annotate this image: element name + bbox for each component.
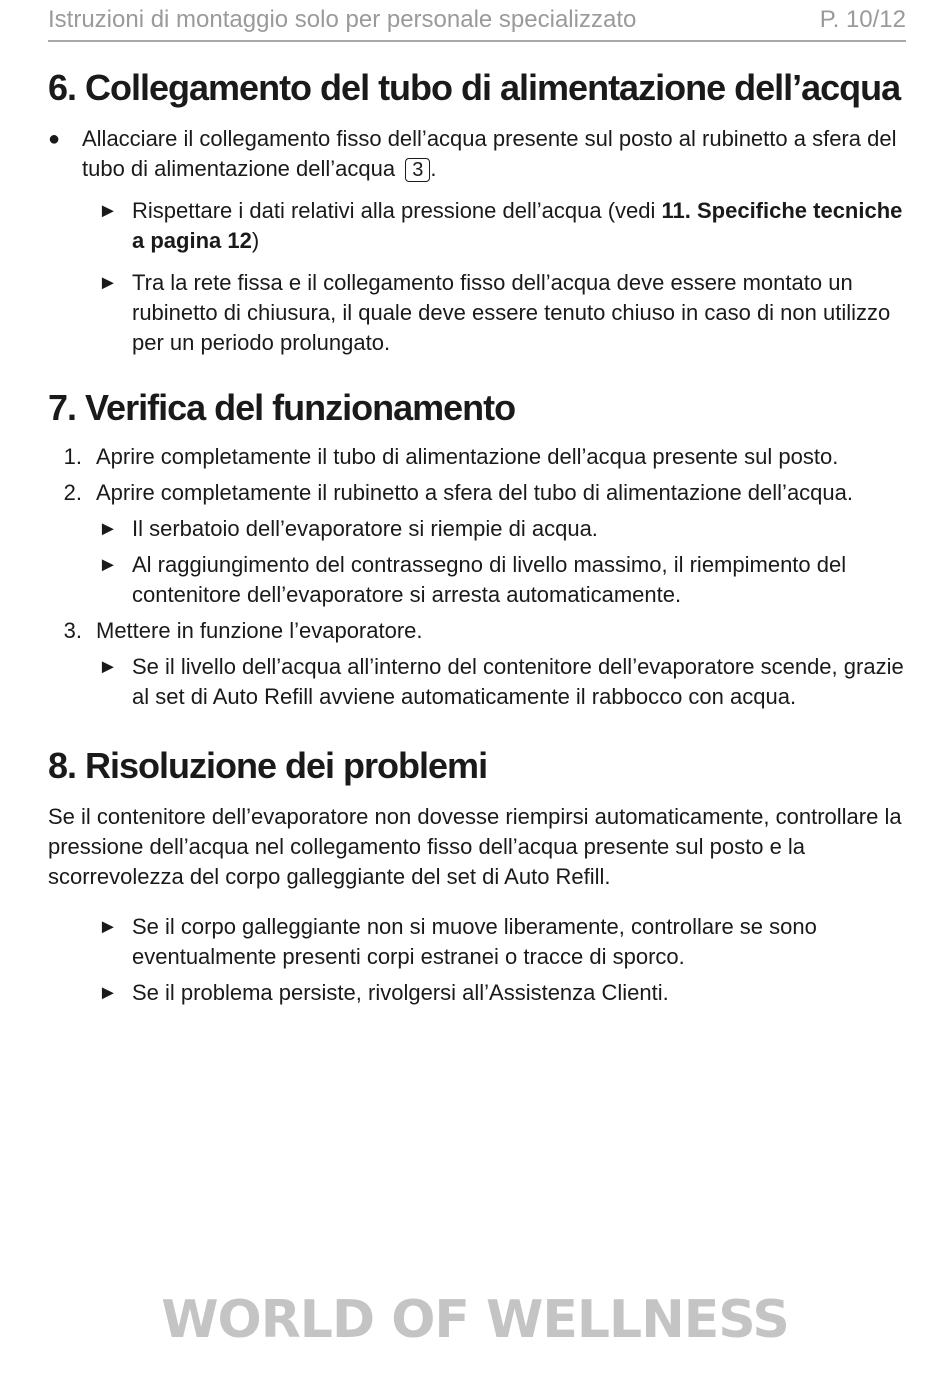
document-title: Istruzioni di montaggio solo per personale specializzato xyxy=(48,6,637,33)
section-6-bullet: ● Allacciare il collegamento fisso dell’acqua presente sul posto al rubinetto a sfera del tubo di alimentazione dell’acqua 3 . xyxy=(48,124,904,184)
section-8-note-1 xyxy=(48,912,904,972)
section-6-note-2-text: Tra la rete fissa e il collegamento fisso dell’acqua deve essere montato un rubinetto di chiusura, il quale deve essere tenuto chiuso in caso di non utilizzo per un periodo prolungato. xyxy=(132,270,891,355)
step-text: Mettere in funzione l’evaporatore. xyxy=(96,618,423,643)
section-6-note-2 xyxy=(48,268,904,358)
step-2-note-1 xyxy=(48,514,904,544)
section-8-paragraph: Se il contenitore dell’evaporatore non dovesse riempirsi automaticamente, controllare la pressione dell’acqua nel collegamento fisso dell’acqua presente sul posto e la scorrevolezza del corpo galleggiante del set di Auto Refill. xyxy=(48,804,902,889)
section-8-note-text: Se il problema persiste, rivolgersi all’Assistenza Clienti. xyxy=(132,980,669,1005)
brand-logo: WORLD OF WELLNESS xyxy=(161,1290,789,1350)
arrow-right-icon: ► xyxy=(98,200,118,222)
arrow-right-icon: ► xyxy=(98,554,118,576)
section-6-heading: 6. Collegamento del tubo di alimentazione dell’acqua xyxy=(48,67,901,108)
section-8-note-text: Se il corpo galleggiante non si muove liberamente, controllare se sono eventualmente presenti corpi estranei o tracce di sporco. xyxy=(132,914,817,969)
bullet-dot-icon: ● xyxy=(48,128,61,150)
page-content xyxy=(48,66,904,1008)
section-6-note-1: ► Rispettare i dati relativi alla pressione dell’acqua (vedi 11. Specifiche tecniche a pagina 12) xyxy=(48,196,904,256)
cross-reference-link: 11. Specifiche tecniche a pagina 12 xyxy=(132,198,903,253)
step-number: 2. xyxy=(63,480,82,505)
step-3-note xyxy=(48,652,904,712)
page-header xyxy=(48,0,906,42)
step-2-note-2 xyxy=(48,550,904,610)
step-note-text: Al raggiungimento del contrassegno di livello massimo, il riempimento del contenitore dell’evaporatore si arresta automaticamente. xyxy=(132,552,847,607)
arrow-right-icon: ► xyxy=(98,916,118,938)
arrow-right-icon: ► xyxy=(98,272,118,294)
step-1 xyxy=(48,442,904,472)
arrow-right-icon: ► xyxy=(98,518,118,540)
section-6-bullet-text: Allacciare il collegamento fisso dell’acqua presente sul posto al rubinetto a sfera del tubo di alimentazione dell’acqua xyxy=(82,126,897,181)
step-text: Aprire completamente il tubo di alimentazione dell’acqua presente sul posto. xyxy=(96,444,839,469)
section-8-heading: 8. Risoluzione dei problemi xyxy=(48,745,488,786)
step-note-text: Il serbatoio dell’evaporatore si riempie di acqua. xyxy=(132,516,598,541)
step-number: 3. xyxy=(63,618,82,643)
section-7-heading: 7. Verifica del funzionamento xyxy=(48,387,516,428)
step-3 xyxy=(48,616,904,646)
step-number: 1. xyxy=(63,444,82,469)
page-number: P. 10/12 xyxy=(819,6,906,33)
section-8-note-2 xyxy=(48,978,904,1008)
figure-reference-badge: 3 xyxy=(405,158,430,182)
arrow-right-icon: ► xyxy=(98,656,118,678)
step-text: Aprire completamente il rubinetto a sfera del tubo di alimentazione dell’acqua. xyxy=(96,480,853,505)
arrow-right-icon: ► xyxy=(98,982,118,1004)
step-note-text: Se il livello dell’acqua all’interno del contenitore dell’evaporatore scende, grazie al set di Auto Refill avviene automaticamente il rabbocco con acqua. xyxy=(132,654,904,709)
step-2 xyxy=(48,478,904,508)
